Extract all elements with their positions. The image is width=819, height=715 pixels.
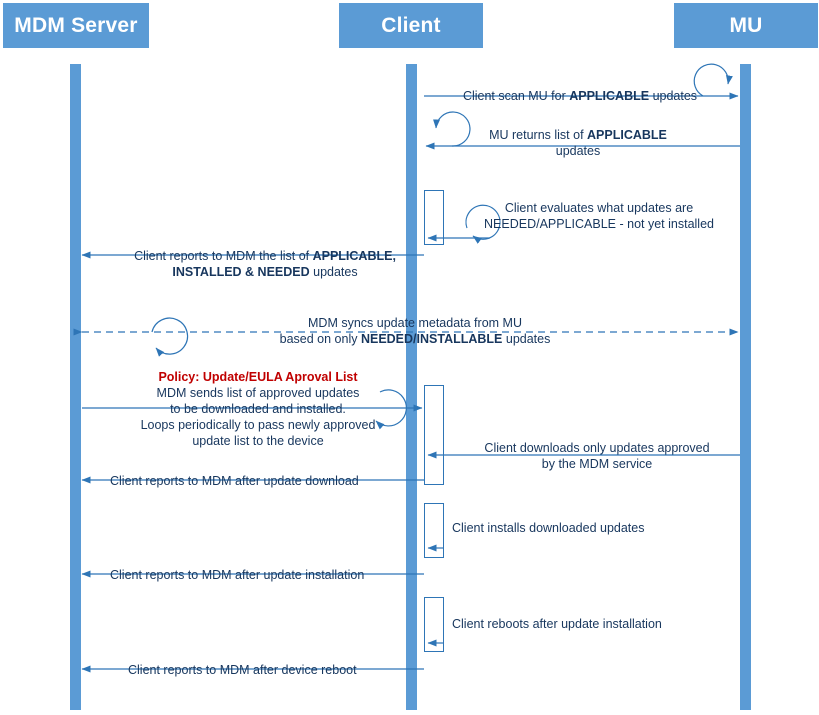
message-label-report-after-installation — [110, 567, 410, 583]
message-line: INSTALLED & NEEDED updates — [172, 265, 358, 279]
message-label-mdm-sends-approved-list — [100, 385, 416, 449]
message-label-client-reboots — [452, 616, 712, 632]
message-line: MU returns list of APPLICABLE — [489, 128, 667, 142]
message-line: to be downloaded and installed. — [170, 402, 346, 416]
message-line: NEEDED/APPLICABLE - not yet installed — [484, 217, 714, 231]
message-line: updates — [555, 144, 601, 158]
message-label-client-reports-applicable — [110, 248, 420, 280]
message-label-report-after-reboot — [128, 662, 418, 678]
message-line: Client reports to MDM after update installation — [110, 568, 365, 582]
message-line: Client downloads only updates approved — [484, 441, 710, 455]
actor-header-mu — [674, 3, 818, 48]
message-line: Loops periodically to pass newly approved — [140, 418, 376, 432]
activation-bar-download — [424, 385, 444, 485]
message-label-client-downloads-approved — [452, 440, 742, 472]
lifeline-mu — [740, 64, 751, 710]
message-label-client-installs-updates — [452, 520, 702, 536]
actor-header-client — [339, 3, 483, 48]
message-line: Client reports to MDM after update download — [110, 474, 359, 488]
message-label-client-evaluates — [484, 200, 714, 232]
message-line: update list to the device — [192, 434, 324, 448]
message-line: Client reboots after update installation — [452, 617, 662, 631]
lifeline-mdm-server — [70, 64, 81, 710]
activation-bar-evaluate — [424, 190, 444, 245]
activation-bar-reboot — [424, 597, 444, 652]
message-line: Client installs downloaded updates — [452, 521, 645, 535]
message-line: Client scan MU for APPLICABLE updates — [462, 89, 698, 103]
message-label-mdm-syncs-metadata — [250, 315, 580, 347]
actor-label: MU — [729, 13, 763, 37]
message-line: Client reports to MDM after device reboot — [128, 663, 357, 677]
actor-label: Client — [381, 13, 441, 37]
message-label-client-scan-mu — [450, 88, 710, 104]
message-label-report-after-download — [110, 473, 400, 489]
message-line: Client evaluates what updates are — [504, 201, 694, 215]
actor-header-mdm-server — [3, 3, 149, 48]
message-line: by the MDM service — [541, 457, 653, 471]
policy-label-update-eula-approval: Policy: Update/EULA Aproval List — [158, 370, 358, 384]
message-line: based on only NEEDED/INSTALLABLE updates — [279, 332, 551, 346]
activation-bar-install — [424, 503, 444, 558]
message-label-mu-returns-list — [478, 127, 678, 159]
message-line: Client reports to MDM the list of APPLICABLE, — [134, 249, 396, 263]
message-line: MDM sends list of approved updates — [156, 386, 360, 400]
message-line: MDM syncs update metadata from MU — [308, 316, 522, 330]
actor-label: MDM Server — [14, 13, 138, 37]
